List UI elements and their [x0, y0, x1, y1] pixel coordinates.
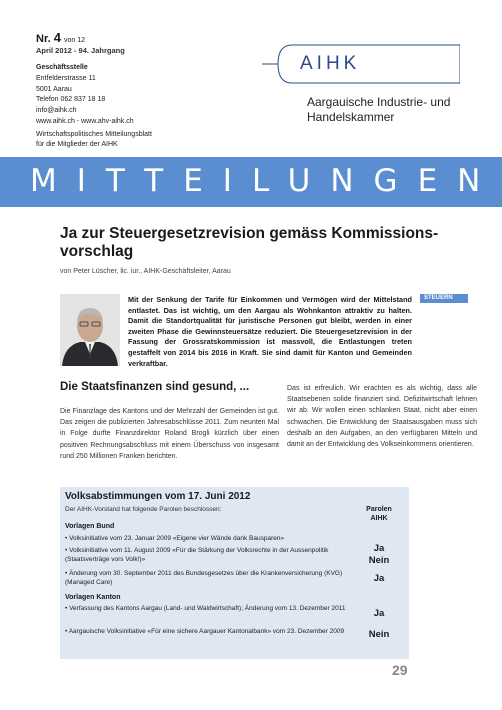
- vote-result: Ja: [373, 573, 385, 584]
- vote-item: • Verfassung des Kantons Aargau (Land- und Waldwirtschaft); Änderung vom 13. Dezember 2011: [65, 605, 346, 612]
- phone: Telefon 062 837 18 18: [36, 96, 106, 104]
- page-number: 29: [392, 662, 408, 678]
- issue-label: Nr.: [36, 33, 51, 45]
- issue-number: [36, 30, 85, 45]
- vote-result: Ja: [373, 608, 385, 619]
- street: Entfelderstrasse 11: [36, 74, 96, 82]
- section-bund: Vorlagen Bund: [65, 523, 115, 530]
- article-lead: Mit der Senkung der Tarife für Einkommen und Vermögen wird der Mittelstand entlastet. Das ist wichtig, um den Aargau als Wohnkanton attraktiv zu halten. Damit die Standortqualität für juristische Personen gut bleibt, werden in einer zweiten Phase die Gewinnsteuersätze reduziert. Die Steuergesetzrevision in der Fassung der Grossratskommission ist massvoll, die Entlastungen treten gestaffelt von 2014 bis 2016 in Kraft. Sie sind damit für Kanton und Gemeinden verkraftbar.: [128, 295, 412, 368]
- vote-item: • Volksinitiative vom 11. August 2009 «Für die Stärkung der Volksrechte in der Aussenpolitik (Staatsverträge vors Volk!)»: [65, 547, 329, 563]
- vote-result: Nein: [368, 629, 390, 640]
- desc-line-1: Wirtschaftspolitisches Mitteilungsblatt: [36, 131, 152, 138]
- section-heading: Die Staatsfinanzen sind gesund, ...: [60, 381, 250, 393]
- parolen-line-1: Parolen: [366, 506, 392, 513]
- publication-description: [36, 130, 152, 150]
- org-line-1: Aargauische Industrie- und: [307, 95, 451, 109]
- parolen-header: [350, 505, 408, 523]
- author-photo: [60, 294, 120, 366]
- vote-item: • Änderung vom 30. September 2011 des Bundesgesetzes über die Krankenversicherung (KVG) (Managed Care): [65, 570, 343, 586]
- section-kanton: Vorlagen Kanton: [65, 594, 121, 601]
- vote-result: Nein: [368, 555, 390, 566]
- address-block: [36, 63, 134, 128]
- article-title: [60, 225, 440, 261]
- vote-result: Ja: [373, 543, 385, 554]
- votes-subtitle: Der AIHK-Vorstand hat folgende Parolen beschlossen:: [65, 506, 222, 513]
- aihk-logo-icon: [262, 40, 460, 88]
- article-title-line-1: Ja zur Steuergesetzrevision gemäss Kommissions-: [60, 225, 439, 242]
- article-byline: von Peter Lüscher, lic. iur., AIHK-Geschäftsleiter, Aarau: [60, 268, 231, 275]
- issue-date: April 2012 - 94. Jahrgang: [36, 46, 125, 55]
- vote-item: • Aargauische Volksinitiative «Für eine sichere Aargauer Kantonalbank» vom 23. Dezember 2009: [65, 628, 345, 635]
- issue-number-value: 4: [53, 30, 61, 45]
- category-tag: STEUERN: [420, 294, 468, 303]
- office-heading: Geschäftsstelle: [36, 64, 88, 71]
- article-title-line-2: vorschlag: [60, 243, 134, 260]
- body-column-2: Das ist erfreulich. Wir erachten es als wichtig, dass alle Staatsebenen solide finanziert sind. Defizitwirtschaft lehnen wir ab. Wir wollen einen schlanken Staat, nicht aber einen schwachen. Die Entwicklung der Staatsausgaben muss sich deshalb an den Aufgaben, an den verfügbaren Mitteln und damit an der Entwicklung des Volkseinkommens orientieren.: [287, 385, 477, 449]
- city: 5001 Aarau: [36, 85, 72, 93]
- votes-title: Volksabstimmungen vom 17. Juni 2012: [65, 491, 251, 502]
- body-column-1: Die Finanzlage des Kantons und der Mehrzahl der Gemeinden ist gut. Das zeigen die publizierten Jahresabschlüsse 2011. Zum neunten Mal in Folge durfte Finanzdirektor Roland Brogli kürzlich über einen positiven Rechnungsabschluss mit einem Überschuss von insgesamt rund 250 Millionen Franken berichten.: [60, 408, 279, 460]
- logo-text: AIHK: [300, 53, 361, 74]
- vote-item: • Volksinitiative vom 23. Januar 2009 «Eigene vier Wände dank Bausparen»: [65, 535, 285, 542]
- parolen-line-2: AIHK: [370, 515, 388, 522]
- desc-line-2: für die Mitglieder der AIHK: [36, 141, 118, 148]
- email-link[interactable]: info@aihk.ch: [36, 107, 77, 115]
- organization-name: [307, 95, 450, 125]
- org-line-2: Handelskammer: [307, 110, 395, 124]
- issue-of: von 12: [63, 37, 86, 44]
- publication-title: MITTEILUNGEN: [30, 163, 501, 199]
- web-link[interactable]: www.aihk.ch - www.ahv-aihk.ch: [36, 117, 134, 125]
